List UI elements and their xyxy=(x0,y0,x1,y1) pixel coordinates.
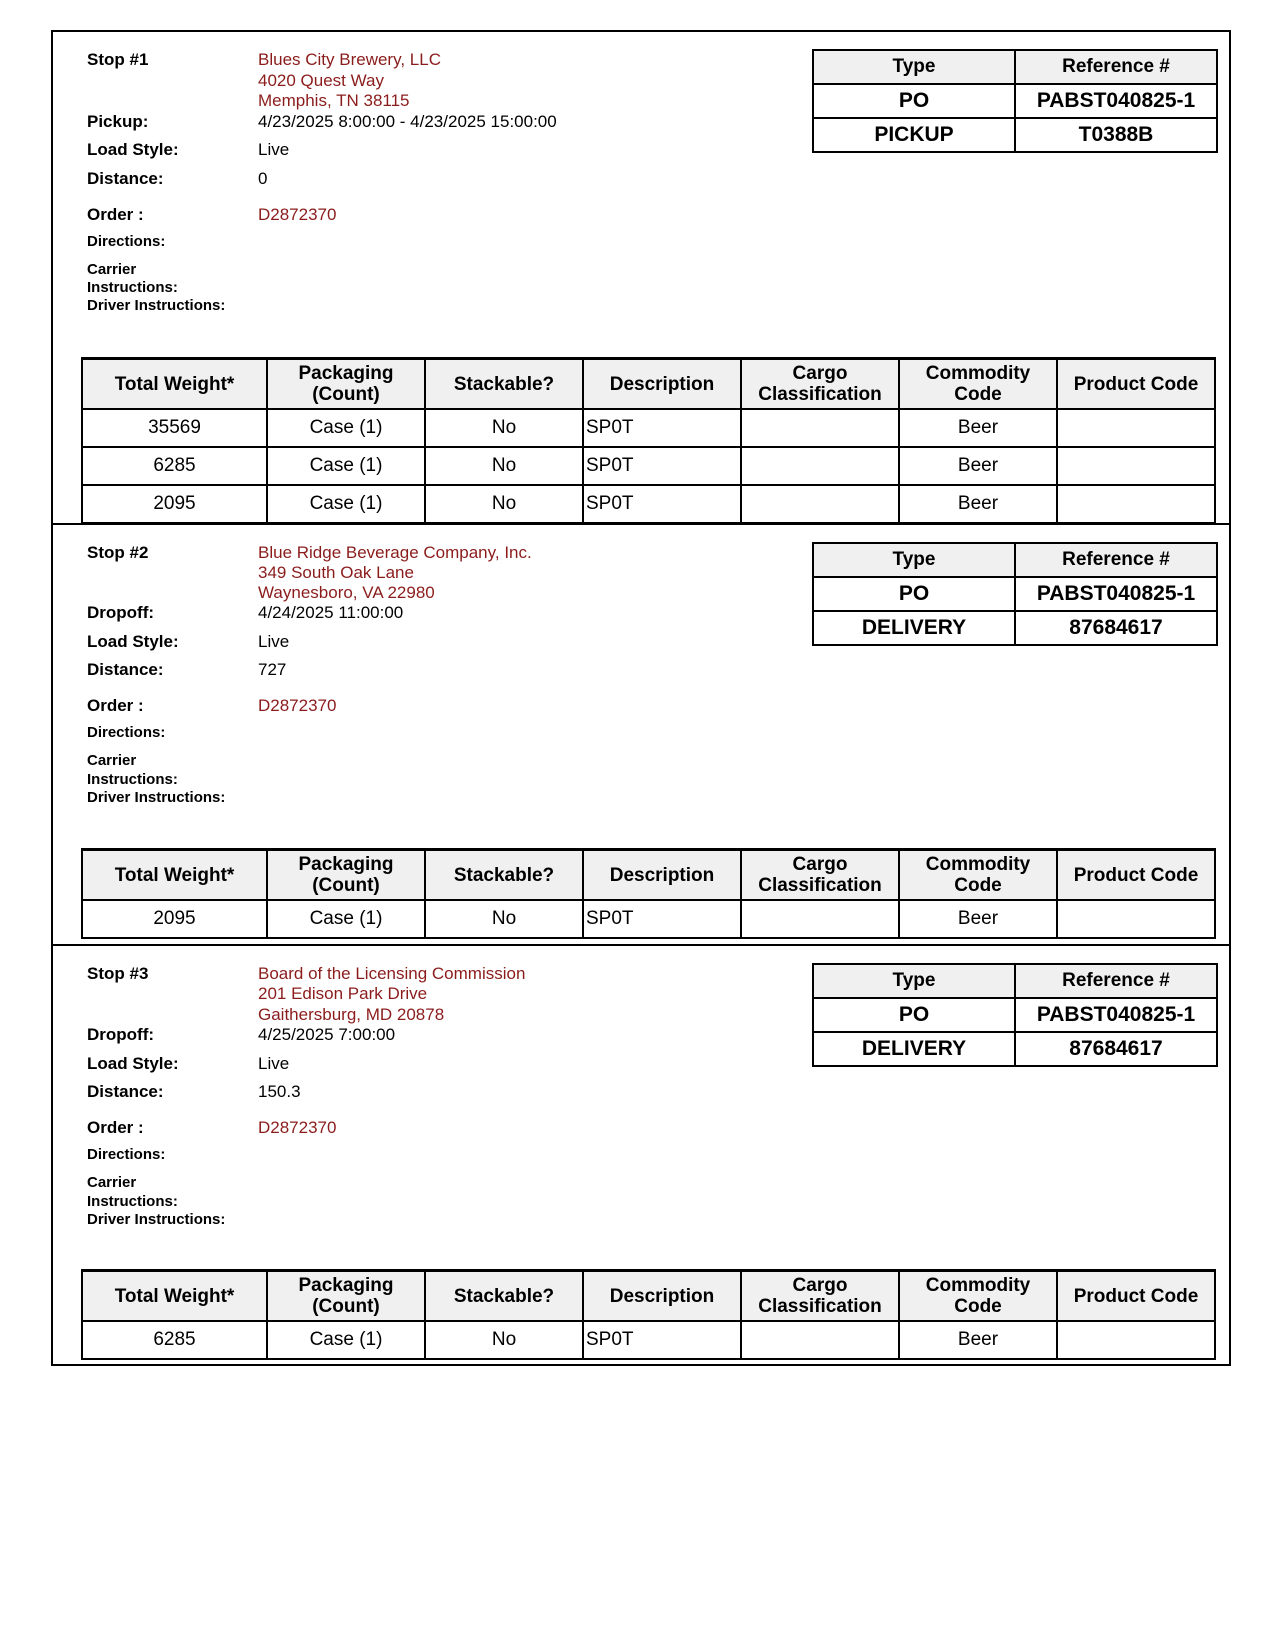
location-name: Blues City Brewery, LLC xyxy=(258,50,441,69)
load-style-value: Live xyxy=(258,632,290,651)
col-packaging: Packaging (Count) xyxy=(267,850,425,901)
distance-value: 727 xyxy=(258,660,287,679)
load-style-value: Live xyxy=(258,1054,290,1073)
order-label: Order : xyxy=(87,696,144,715)
col-stackable: Stackable? xyxy=(425,1271,583,1322)
ref-number: PABST040825-1 xyxy=(1015,998,1217,1032)
col-cargo-classification: Cargo Classification xyxy=(741,359,899,410)
stop-section-3 xyxy=(51,944,1231,1366)
load-style-value: Live xyxy=(258,140,290,159)
time-label: Pickup: xyxy=(87,112,149,131)
distance-label: Distance: xyxy=(87,169,164,188)
distance-value: 0 xyxy=(258,169,268,188)
time-window: 4/23/2025 8:00:00 - 4/23/2025 15:00:00 xyxy=(258,112,557,131)
col-cargo-classification: Cargo Classification xyxy=(741,850,899,901)
driver-instructions-label: Driver Instructions: xyxy=(87,789,226,806)
directions-label: Directions: xyxy=(87,724,166,741)
ref-type: DELIVERY xyxy=(813,611,1015,645)
ref-type: PO xyxy=(813,998,1015,1032)
table-row: 6285 Case (1) No SP0T Beer xyxy=(82,447,1215,485)
directions-label: Directions: xyxy=(87,1146,166,1163)
load-style-label: Load Style: xyxy=(87,140,179,159)
directions-label: Directions: xyxy=(87,233,166,250)
address-line-2: Memphis, TN 38115 xyxy=(258,91,410,110)
ref-type: PICKUP xyxy=(813,118,1015,152)
order-number: D2872370 xyxy=(258,1118,337,1137)
ref-number: 87684617 xyxy=(1015,611,1217,645)
ref-header-type: Type xyxy=(813,543,1015,577)
ref-type: PO xyxy=(813,577,1015,611)
carrier-label: Carrier xyxy=(87,752,137,769)
address-line-1: 4020 Quest Way xyxy=(258,71,384,90)
reference-table xyxy=(812,49,1218,153)
col-product-code: Product Code xyxy=(1057,359,1215,410)
address-line-1: 349 South Oak Lane xyxy=(258,563,414,582)
ref-number: T0388B xyxy=(1015,118,1217,152)
cargo-table xyxy=(81,357,1216,524)
col-stackable: Stackable? xyxy=(425,359,583,410)
col-commodity-code: Commodity Code xyxy=(899,359,1057,410)
table-row: 35569 Case (1) No SP0T Beer xyxy=(82,409,1215,447)
col-total-weight: Total Weight* xyxy=(82,1271,267,1322)
col-stackable: Stackable? xyxy=(425,850,583,901)
order-number: D2872370 xyxy=(258,696,337,715)
col-cargo-classification: Cargo Classification xyxy=(741,1271,899,1322)
col-description: Description xyxy=(583,1271,741,1322)
reference-table xyxy=(812,963,1218,1067)
driver-instructions-label: Driver Instructions: xyxy=(87,1211,226,1228)
load-style-label: Load Style: xyxy=(87,632,179,651)
ref-type: DELIVERY xyxy=(813,1032,1015,1066)
shipment-document xyxy=(51,30,1231,1406)
location-name: Blue Ridge Beverage Company, Inc. xyxy=(258,543,532,562)
ref-header-type: Type xyxy=(813,50,1015,84)
time-window: 4/25/2025 7:00:00 xyxy=(258,1025,396,1044)
stop-title: Stop #2 xyxy=(87,543,149,562)
time-window: 4/24/2025 11:00:00 xyxy=(258,603,404,622)
driver-instructions-label: Driver Instructions: xyxy=(87,297,226,314)
cargo-table xyxy=(81,1269,1216,1360)
ref-number: PABST040825-1 xyxy=(1015,577,1217,611)
stop-title: Stop #3 xyxy=(87,964,149,983)
time-label: Dropoff: xyxy=(87,1025,155,1044)
address-line-1: 201 Edison Park Drive xyxy=(258,984,428,1003)
carrier-label: Carrier xyxy=(87,1174,137,1191)
col-product-code: Product Code xyxy=(1057,1271,1215,1322)
ref-header-reference: Reference # xyxy=(1015,543,1217,577)
carrier-instructions-label: Instructions: xyxy=(87,771,178,788)
col-product-code: Product Code xyxy=(1057,850,1215,901)
reference-table xyxy=(812,542,1218,646)
ref-number: PABST040825-1 xyxy=(1015,84,1217,118)
stop-title: Stop #1 xyxy=(87,50,149,69)
cargo-table xyxy=(81,848,1216,939)
stop-section-2 xyxy=(51,523,1231,944)
col-description: Description xyxy=(583,359,741,410)
carrier-instructions-label: Instructions: xyxy=(87,279,178,296)
col-commodity-code: Commodity Code xyxy=(899,850,1057,901)
col-packaging: Packaging (Count) xyxy=(267,1271,425,1322)
order-number: D2872370 xyxy=(258,205,337,224)
ref-type: PO xyxy=(813,84,1015,118)
ref-header-reference: Reference # xyxy=(1015,50,1217,84)
stop-section-1 xyxy=(51,30,1231,523)
location-name: Board of the Licensing Commission xyxy=(258,964,526,983)
load-style-label: Load Style: xyxy=(87,1054,179,1073)
address-line-2: Waynesboro, VA 22980 xyxy=(258,583,435,602)
table-row: 6285 Case (1) No SP0T Beer xyxy=(82,1321,1215,1359)
ref-number: 87684617 xyxy=(1015,1032,1217,1066)
order-label: Order : xyxy=(87,1118,144,1137)
ref-header-type: Type xyxy=(813,964,1015,998)
col-packaging: Packaging (Count) xyxy=(267,359,425,410)
distance-label: Distance: xyxy=(87,660,164,679)
order-label: Order : xyxy=(87,205,144,224)
time-label: Dropoff: xyxy=(87,603,155,622)
col-total-weight: Total Weight* xyxy=(82,359,267,410)
col-commodity-code: Commodity Code xyxy=(899,1271,1057,1322)
col-total-weight: Total Weight* xyxy=(82,850,267,901)
ref-header-reference: Reference # xyxy=(1015,964,1217,998)
distance-label: Distance: xyxy=(87,1082,164,1101)
carrier-label: Carrier xyxy=(87,261,137,278)
distance-value: 150.3 xyxy=(258,1082,301,1101)
address-line-2: Gaithersburg, MD 20878 xyxy=(258,1005,445,1024)
carrier-instructions-label: Instructions: xyxy=(87,1193,178,1210)
table-row: 2095 Case (1) No SP0T Beer xyxy=(82,900,1215,938)
col-description: Description xyxy=(583,850,741,901)
table-row: 2095 Case (1) No SP0T Beer xyxy=(82,485,1215,523)
